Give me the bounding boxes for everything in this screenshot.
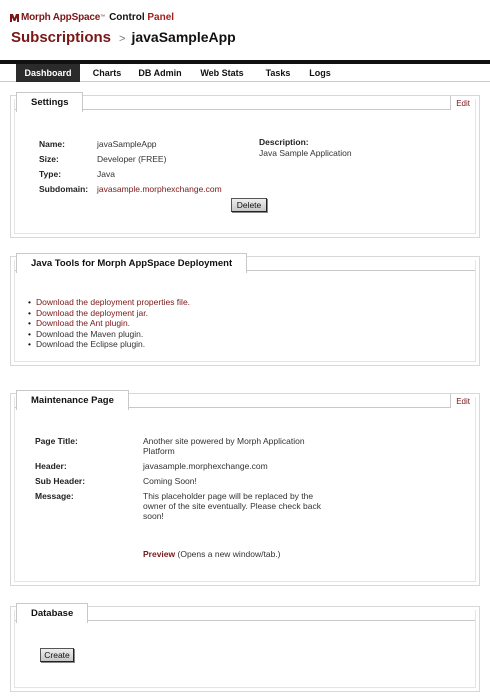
morph-appspace-logo[interactable] — [9, 10, 174, 24]
description-value: Java Sample Application — [259, 148, 352, 158]
tab-charts[interactable]: Charts — [92, 68, 122, 78]
download-ant-link[interactable]: • Download the Ant plugin. — [31, 318, 190, 329]
settings-header-bar — [15, 96, 475, 110]
java-tools-title: Java Tools for Morph AppSpace Deployment — [16, 253, 247, 273]
message-label: Message: — [35, 491, 74, 501]
java-tools-list — [31, 297, 190, 350]
logo-control-panel — [109, 12, 174, 23]
settings-panel — [10, 95, 480, 238]
subdomain-label: Subdomain: — [39, 184, 89, 194]
tab-web-stats[interactable]: Web Stats — [200, 68, 244, 78]
type-label: Type: — [39, 169, 62, 179]
page-title-label: Page Title: — [35, 436, 78, 446]
download-jar-link[interactable]: • Download the deployment jar. — [31, 308, 190, 319]
message-value: This placeholder page will be replaced by the owner of the site eventually. Please check back soon! — [143, 491, 321, 521]
logo-control: Control — [109, 11, 145, 23]
preview-link[interactable]: Preview — [143, 549, 176, 559]
database-title: Database — [16, 603, 88, 623]
subdomain-link[interactable]: javasample.morphexchange.com — [97, 184, 222, 194]
app-header — [0, 0, 490, 60]
name-label: Name: — [39, 139, 65, 149]
tab-dashboard[interactable]: Dashboard — [16, 64, 80, 82]
size-label: Size: — [39, 154, 59, 164]
settings-edit-link[interactable]: Edit — [450, 96, 475, 110]
create-button[interactable]: Create — [40, 648, 74, 662]
subheader-value: Coming Soon! — [143, 476, 197, 486]
preview-row — [143, 549, 281, 559]
logo-brand: Morph AppSpace — [21, 11, 101, 23]
tab-db-admin[interactable]: DB Admin — [138, 68, 182, 78]
name-value: javaSampleApp — [97, 139, 157, 149]
breadcrumb-current-app: javaSampleApp — [131, 29, 236, 45]
download-maven-item: • Download the Maven plugin. — [31, 329, 190, 340]
settings-title: Settings — [16, 92, 83, 112]
subheader-label: Sub Header: — [35, 476, 86, 486]
maintenance-edit-link[interactable]: Edit — [450, 394, 475, 408]
tab-logs[interactable]: Logs — [309, 68, 331, 78]
size-value: Developer (FREE) — [97, 154, 167, 164]
breadcrumb — [11, 29, 236, 46]
header-label: Header: — [35, 461, 67, 471]
description-label: Description: — [259, 137, 309, 147]
page-title-value: Another site powered by Morph Application Platform — [143, 436, 305, 456]
preview-note: (Opens a new window/tab.) — [177, 549, 281, 559]
type-value: Java — [97, 169, 115, 179]
java-tools-panel — [10, 256, 480, 366]
maintenance-panel — [10, 393, 480, 586]
morph-logo-icon — [9, 12, 20, 23]
main-nav — [0, 64, 490, 82]
delete-button[interactable]: Delete — [231, 198, 267, 212]
download-eclipse-item: • Download the Eclipse plugin. — [31, 339, 190, 350]
header-value: javasample.morphexchange.com — [143, 461, 268, 471]
logo-panel: Panel — [147, 11, 175, 23]
maintenance-title: Maintenance Page — [16, 390, 129, 410]
breadcrumb-separator: > — [119, 33, 126, 45]
database-panel — [10, 606, 480, 692]
download-properties-link[interactable]: • Download the deployment properties file. — [31, 297, 190, 308]
tab-tasks[interactable]: Tasks — [265, 68, 291, 78]
breadcrumb-subscriptions[interactable]: Subscriptions — [11, 29, 112, 46]
logo-trademark: ™ — [100, 14, 106, 20]
